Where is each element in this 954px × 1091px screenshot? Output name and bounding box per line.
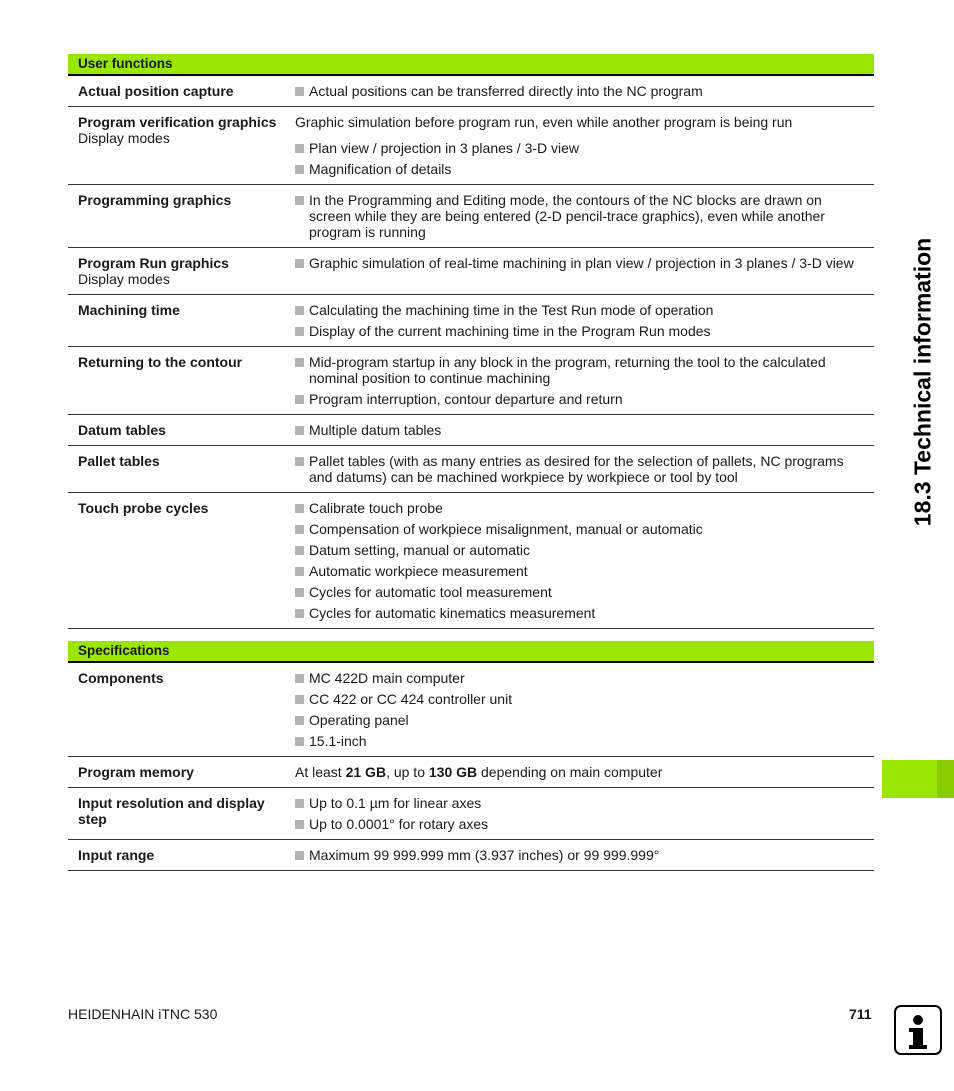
bullet-text: 15.1-inch [309, 733, 367, 749]
bullet-square-icon [295, 426, 304, 435]
table-row [68, 446, 874, 493]
row-label: Program verification graphics [78, 114, 277, 130]
bullet-text: Compensation of workpiece misalignment, manual or automatic [309, 521, 703, 537]
bullet-text: Cycles for automatic tool measurement [309, 584, 552, 600]
bullet-square-icon [295, 196, 304, 205]
bullet-square-icon [295, 609, 304, 618]
table-row [68, 248, 874, 295]
bullet-text: Display of the current machining time in the Program Run modes [309, 323, 711, 339]
program-memory-value: At least 21 GB, up to 130 GB depending on main computer [295, 764, 663, 780]
bullet-square-icon [295, 457, 304, 466]
table-row [68, 415, 874, 446]
row-intro-text: Graphic simulation before program run, even while another program is being run [295, 114, 793, 130]
row-label: Program Run graphics [78, 255, 229, 271]
bullet-square-icon [295, 820, 304, 829]
bullet-text: Magnification of details [309, 161, 452, 177]
bullet-square-icon [295, 306, 304, 315]
bullet-text: Operating panel [309, 712, 409, 728]
page-number: 711 [849, 1006, 872, 1022]
table-row [68, 107, 874, 185]
bullet-square-icon [295, 737, 304, 746]
bullet-text: Maximum 99 999.999 mm (3.937 inches) or 99 999.999° [309, 847, 660, 863]
row-label: Returning to the contour [78, 354, 243, 370]
table-row [68, 295, 874, 347]
bullet-square-icon [295, 87, 304, 96]
bullet-square-icon [295, 674, 304, 683]
row-label: Programming graphics [78, 192, 232, 208]
footer-product-name: HEIDENHAIN iTNC 530 [68, 1006, 218, 1022]
chapter-tab-marker [882, 760, 954, 798]
row-sublabel: Display modes [78, 271, 170, 287]
bullet-square-icon [295, 504, 304, 513]
bullet-square-icon [295, 165, 304, 174]
bullet-text: Pallet tables (with as many entries as desired for the selection of pallets, NC programs and datums) can be machined workpiece by workpiece or tool by tool [309, 453, 844, 485]
bullet-square-icon [295, 695, 304, 704]
section-side-title [900, 52, 946, 712]
section-title-text: 18.3 Technical information [909, 237, 936, 527]
bullet-text: Multiple datum tables [309, 422, 442, 438]
row-label: Touch probe cycles [78, 500, 209, 516]
bullet-square-icon [295, 327, 304, 336]
bullet-text: Actual positions can be transferred directly into the NC program [309, 83, 703, 99]
table-row [68, 76, 874, 107]
bullet-square-icon [295, 546, 304, 555]
bullet-square-icon [295, 358, 304, 367]
bullet-square-icon [295, 799, 304, 808]
bullet-text: Mid-program startup in any block in the program, returning the tool to the calculated nominal position to continue machining [309, 354, 826, 386]
table-row [68, 663, 874, 757]
table-row [68, 840, 874, 871]
row-label: Pallet tables [78, 453, 160, 469]
bullet-text: Automatic workpiece measurement [309, 563, 528, 579]
bullet-text: Graphic simulation of real-time machining in plan view / projection in 3 planes / 3-D view [309, 255, 854, 271]
bullet-text: Program interruption, contour departure and return [309, 391, 623, 407]
row-label: Input range [78, 847, 155, 863]
bullet-text: Calibrate touch probe [309, 500, 443, 516]
info-i-icon [894, 1005, 942, 1055]
bullet-text: CC 422 or CC 424 controller unit [309, 691, 513, 707]
bullet-text: Plan view / projection in 3 planes / 3-D view [309, 140, 580, 156]
row-label: Actual position capture [78, 83, 234, 99]
bullet-text: Up to 0.0001° for rotary axes [309, 816, 489, 832]
bullet-text: Up to 0.1 µm for linear axes [309, 795, 482, 811]
bullet-text: In the Programming and Editing mode, the contours of the NC blocks are drawn on screen while they are being entered (2-D pencil-trace graphics), even while another program is running [309, 192, 825, 240]
bullet-text: MC 422D main computer [309, 670, 465, 686]
bullet-square-icon [295, 259, 304, 268]
table-row [68, 788, 874, 840]
row-label: Machining time [78, 302, 180, 318]
table-row [68, 185, 874, 248]
row-label: Datum tables [78, 422, 166, 438]
table-header: User functions [68, 54, 874, 76]
row-sublabel: Display modes [78, 130, 170, 146]
bullet-square-icon [295, 851, 304, 860]
table-header: Specifications [68, 641, 874, 663]
bullet-text: Cycles for automatic kinematics measurement [309, 605, 596, 621]
table-row [68, 493, 874, 629]
user-functions-table [68, 54, 874, 629]
bullet-square-icon [295, 525, 304, 534]
bullet-square-icon [295, 716, 304, 725]
bullet-square-icon [295, 144, 304, 153]
row-label: Input resolution and display step [78, 795, 265, 827]
bullet-square-icon [295, 567, 304, 576]
row-label: Components [78, 670, 164, 686]
specifications-table [68, 641, 874, 871]
table-row [68, 757, 874, 788]
bullet-text: Calculating the machining time in the Test Run mode of operation [309, 302, 714, 318]
table-row [68, 347, 874, 415]
bullet-text: Datum setting, manual or automatic [309, 542, 530, 558]
bullet-square-icon [295, 588, 304, 597]
bullet-square-icon [295, 395, 304, 404]
row-label: Program memory [78, 764, 194, 780]
